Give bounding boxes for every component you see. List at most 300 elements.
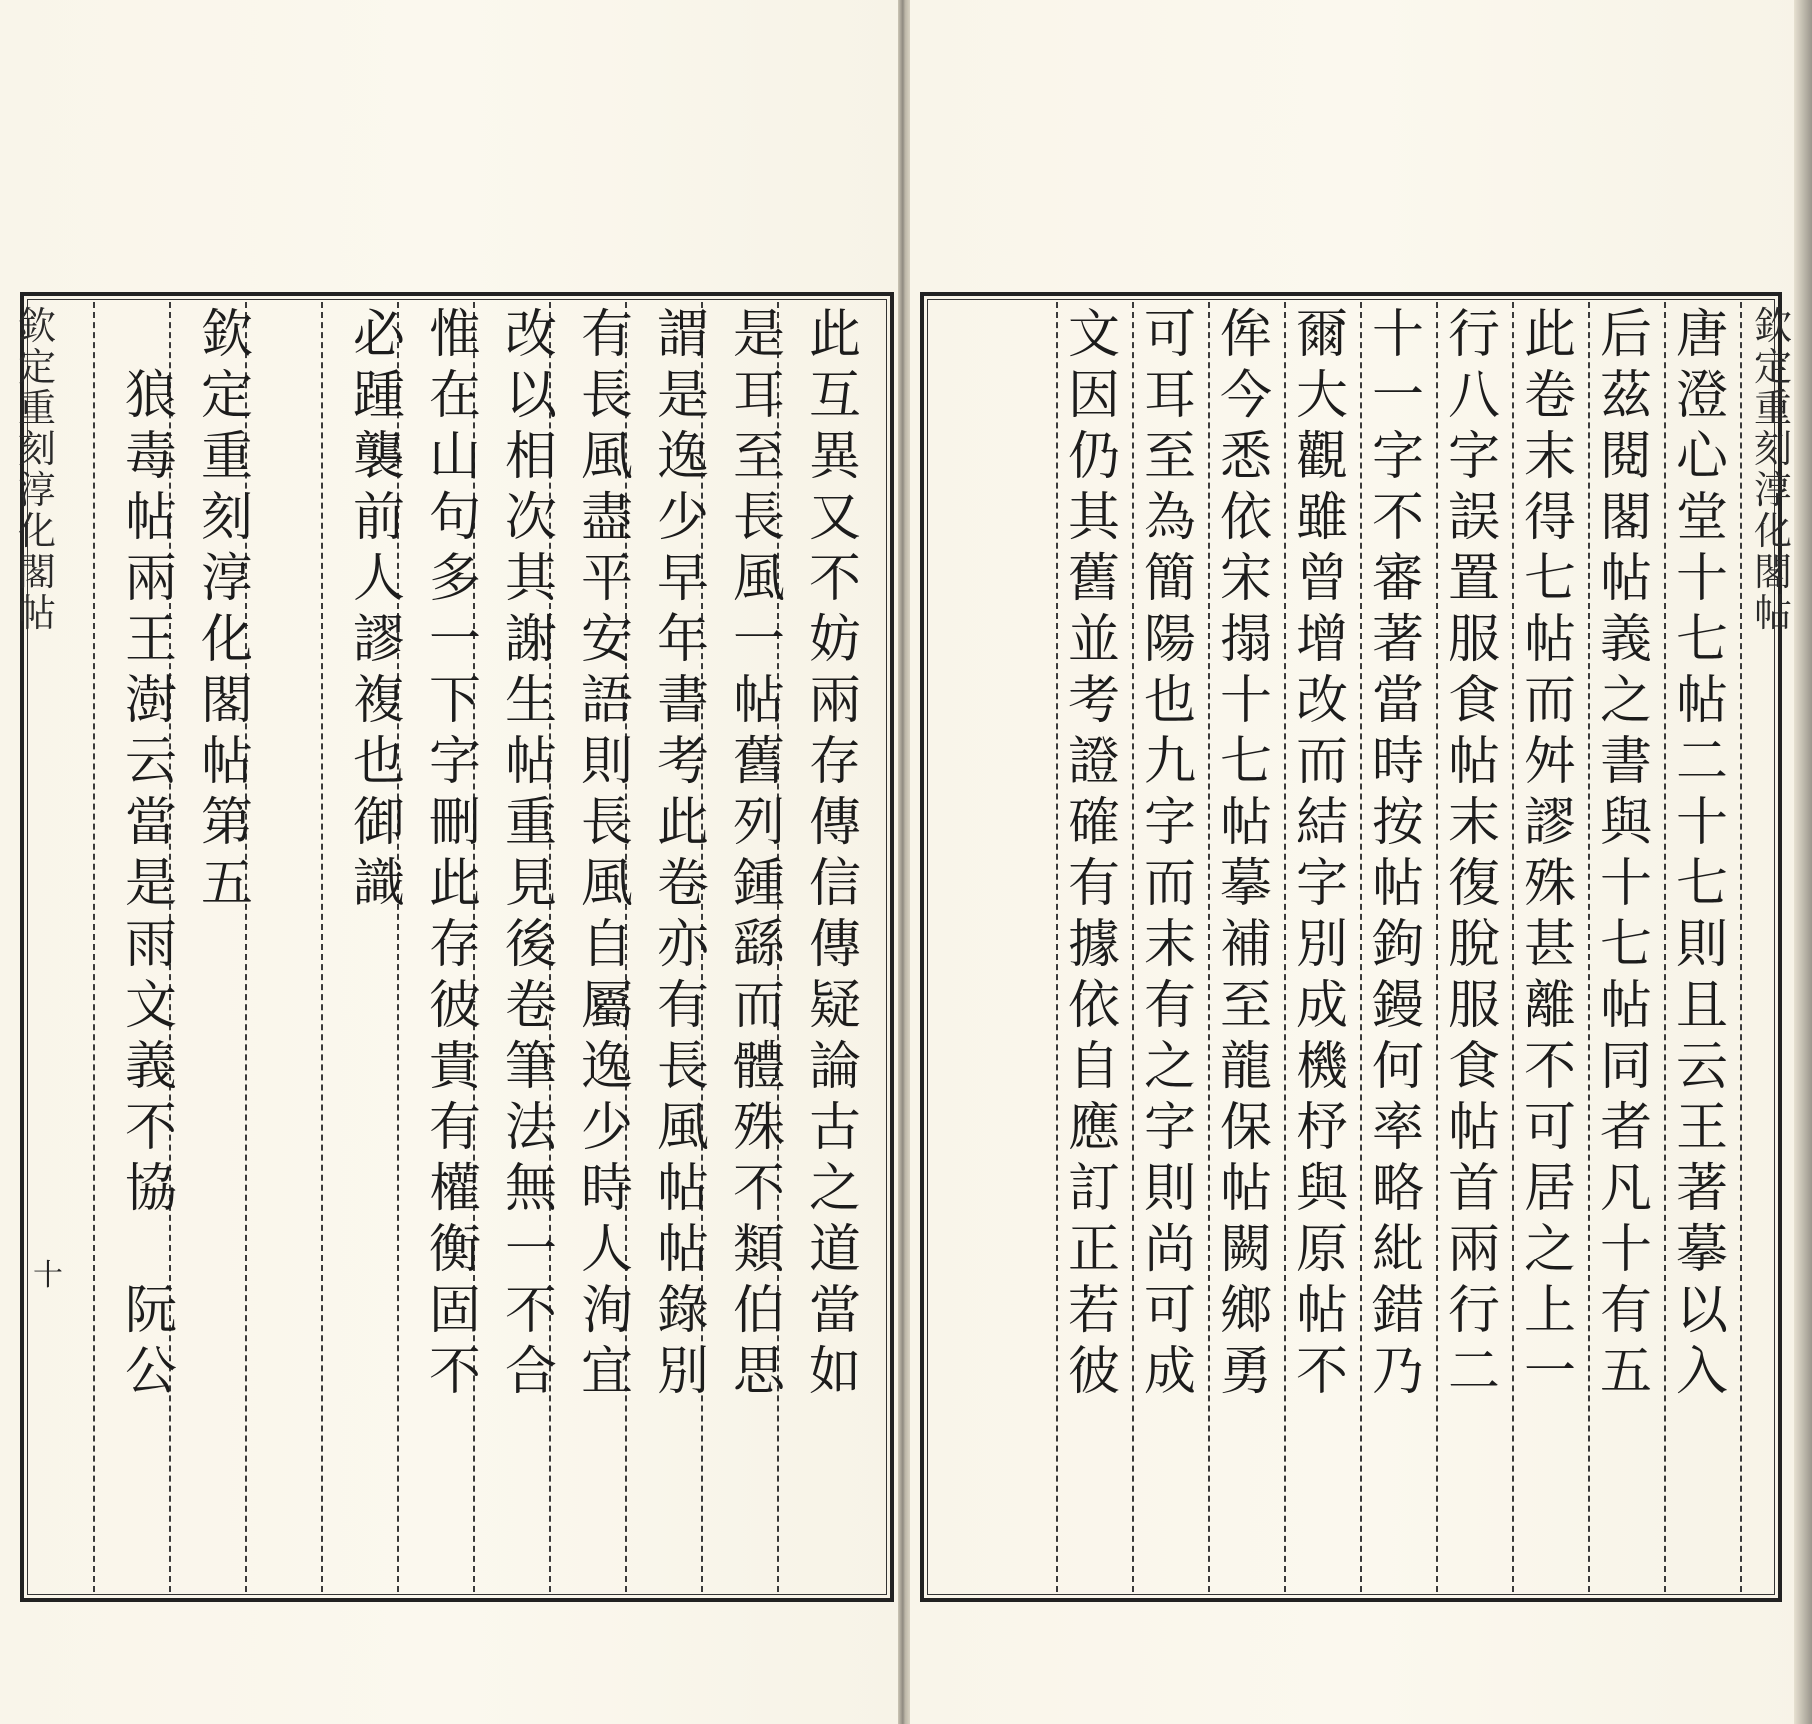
- glyph: 復: [1447, 854, 1500, 914]
- glyph: 書: [656, 671, 709, 731]
- glyph: 居: [1523, 1159, 1576, 1219]
- glyph: 舛: [1523, 732, 1576, 792]
- glyph: 亦: [656, 915, 709, 975]
- glyph: 定: [17, 345, 56, 389]
- glyph: 七: [1523, 549, 1576, 609]
- glyph: 淳: [200, 549, 253, 609]
- left-margin-title: [16, 306, 58, 634]
- glyph: 澄: [1675, 366, 1728, 426]
- glyph: 鉤: [1371, 915, 1424, 975]
- glyph: 閣: [200, 671, 253, 731]
- glyph: 爾: [1295, 305, 1348, 365]
- glyph: 摹: [1675, 1220, 1728, 1280]
- glyph: 依: [1219, 488, 1272, 548]
- glyph: 考: [1067, 671, 1120, 731]
- text-column: [1292, 305, 1352, 1403]
- glyph: 筆: [504, 1037, 557, 1097]
- glyph: 心: [1675, 427, 1728, 487]
- glyph: 其: [504, 549, 557, 609]
- glyph: 確: [1067, 793, 1120, 853]
- glyph: 堂: [1675, 488, 1728, 548]
- glyph: 少: [580, 1098, 633, 1158]
- glyph: 下: [428, 671, 481, 731]
- glyph: 風: [732, 549, 785, 609]
- glyph: 帖: [17, 591, 56, 635]
- right-margin-title: [1752, 306, 1794, 634]
- glyph: 字: [1295, 854, 1348, 914]
- column-rule: [1436, 302, 1438, 1592]
- glyph: 九: [1143, 732, 1196, 792]
- column-rule: [1208, 302, 1210, 1592]
- glyph: 按: [1371, 793, 1424, 853]
- glyph: 搨: [1219, 610, 1272, 670]
- text-column: [653, 305, 713, 1403]
- glyph: 十: [1599, 1220, 1652, 1280]
- glyph: 定: [1753, 345, 1792, 389]
- glyph: 云: [1675, 1037, 1728, 1097]
- book-gutter: [898, 0, 910, 1724]
- glyph: 與: [1599, 793, 1652, 853]
- glyph: 刻: [1753, 427, 1792, 471]
- glyph: 安: [580, 610, 633, 670]
- glyph: 不: [732, 1159, 785, 1219]
- glyph: 八: [1447, 366, 1500, 426]
- glyph: 成: [1143, 1342, 1196, 1402]
- glyph: 人: [580, 1220, 633, 1280]
- glyph: 刻: [17, 427, 56, 471]
- glyph: 考: [656, 732, 709, 792]
- glyph: 服: [1447, 610, 1500, 670]
- glyph: 此: [428, 854, 481, 914]
- column-rule: [1284, 302, 1286, 1592]
- glyph: 正: [1067, 1220, 1120, 1280]
- glyph: 阮: [124, 1281, 177, 1341]
- glyph: 書: [1599, 732, 1652, 792]
- glyph: 十: [1675, 793, 1728, 853]
- glyph: 率: [1371, 1098, 1424, 1158]
- glyph: 帖: [1447, 1098, 1500, 1158]
- glyph: 紕: [1371, 1220, 1424, 1280]
- glyph: 長: [580, 366, 633, 426]
- glyph: 當: [808, 1281, 861, 1341]
- glyph: 曾: [1295, 549, 1348, 609]
- glyph: 十: [1219, 671, 1272, 731]
- glyph: 應: [1067, 1098, 1120, 1158]
- glyph: 後: [504, 915, 557, 975]
- glyph: 傳: [808, 793, 861, 853]
- glyph: 類: [732, 1220, 785, 1280]
- glyph: 欽: [1753, 304, 1792, 348]
- glyph: 毒: [124, 427, 177, 487]
- glyph: 當: [124, 793, 177, 853]
- glyph: 食: [1447, 671, 1500, 731]
- glyph: 七: [1675, 610, 1728, 670]
- glyph: 權: [428, 1159, 481, 1219]
- glyph: 字: [1447, 427, 1500, 487]
- text-column: [729, 305, 789, 1403]
- glyph: 字: [428, 732, 481, 792]
- glyph: 茲: [1599, 366, 1652, 426]
- glyph: 則: [580, 732, 633, 792]
- glyph: 古: [808, 1098, 861, 1158]
- page-edge: [1794, 0, 1812, 1724]
- glyph: 帖: [1295, 1281, 1348, 1341]
- glyph: 錄: [656, 1281, 709, 1341]
- glyph: 二: [1447, 1342, 1500, 1402]
- column-rule: [93, 302, 95, 1592]
- glyph: 王: [124, 610, 177, 670]
- glyph: 十: [1371, 305, 1424, 365]
- glyph: 末: [1447, 793, 1500, 853]
- glyph: 可: [1143, 305, 1196, 365]
- glyph: 五: [1599, 1342, 1652, 1402]
- text-column: [1520, 305, 1580, 1403]
- glyph: 摹: [1219, 854, 1272, 914]
- glyph: 脫: [1447, 915, 1500, 975]
- glyph: 兩: [1447, 1220, 1500, 1280]
- glyph: 雨: [124, 915, 177, 975]
- glyph: 前: [352, 488, 405, 548]
- glyph: 此: [808, 305, 861, 365]
- glyph: 悉: [1219, 427, 1272, 487]
- glyph: 刻: [200, 488, 253, 548]
- glyph: 末: [1143, 915, 1196, 975]
- glyph: 帖: [200, 732, 253, 792]
- glyph: 一: [1523, 1342, 1576, 1402]
- glyph: 風: [656, 1098, 709, 1158]
- glyph: 凡: [1599, 1159, 1652, 1219]
- glyph: 貴: [428, 1037, 481, 1097]
- glyph: 句: [428, 488, 481, 548]
- glyph: 文: [1067, 305, 1120, 365]
- glyph: 是: [732, 305, 785, 365]
- glyph: 杼: [1295, 1098, 1348, 1158]
- glyph: 其: [1067, 488, 1120, 548]
- glyph: 十: [1675, 549, 1728, 609]
- text-column: [577, 305, 637, 1403]
- glyph: 帖: [1599, 976, 1652, 1036]
- glyph: 五: [200, 854, 253, 914]
- glyph: 重: [17, 386, 56, 430]
- glyph: 帖: [656, 1220, 709, 1280]
- glyph: 澍: [124, 671, 177, 731]
- glyph: 帖: [1219, 1159, 1272, 1219]
- glyph: 之: [808, 1159, 861, 1219]
- glyph: 至: [732, 427, 785, 487]
- glyph: 結: [1295, 793, 1348, 853]
- glyph: 語: [580, 671, 633, 731]
- glyph: 是: [124, 854, 177, 914]
- glyph: 據: [1067, 915, 1120, 975]
- glyph: 必: [352, 305, 405, 365]
- glyph: 與: [1295, 1159, 1348, 1219]
- glyph: 謬: [1523, 793, 1576, 853]
- left-folio: 十: [33, 1258, 63, 1293]
- glyph: 伯: [732, 1281, 785, 1341]
- glyph: 至: [1143, 427, 1196, 487]
- glyph: 宋: [1219, 549, 1272, 609]
- glyph: 山: [428, 427, 481, 487]
- glyph: 逸: [580, 1037, 633, 1097]
- glyph: 帖: [1523, 610, 1576, 670]
- column-rule: [1056, 302, 1058, 1592]
- glyph: 不: [124, 1098, 177, 1158]
- glyph: 自: [1067, 1037, 1120, 1097]
- glyph: 字: [1143, 793, 1196, 853]
- glyph: 化: [17, 509, 56, 553]
- glyph: 淳: [17, 468, 56, 512]
- glyph: 訂: [1067, 1159, 1120, 1219]
- glyph: 相: [504, 427, 557, 487]
- glyph: 義: [1599, 610, 1652, 670]
- glyph: 公: [124, 1342, 177, 1402]
- glyph: 並: [1067, 610, 1120, 670]
- glyph: 舊: [732, 732, 785, 792]
- glyph: 則: [1675, 915, 1728, 975]
- glyph: 定: [200, 366, 253, 426]
- glyph: 長: [732, 488, 785, 548]
- column-rule: [1664, 302, 1666, 1592]
- glyph: 時: [580, 1159, 633, 1219]
- text-column: [121, 366, 181, 1403]
- glyph: 惟: [428, 305, 481, 365]
- glyph: 閱: [1599, 427, 1652, 487]
- glyph: 食: [1447, 1037, 1500, 1097]
- glyph: 末: [1523, 427, 1576, 487]
- glyph: 乃: [1371, 1342, 1424, 1402]
- glyph: 長: [580, 793, 633, 853]
- glyph: 疑: [808, 976, 861, 1036]
- glyph: 文: [124, 976, 177, 1036]
- glyph: 置: [1447, 549, 1500, 609]
- glyph: 閣: [17, 550, 56, 594]
- glyph: 閣: [1599, 488, 1652, 548]
- glyph: 洵: [580, 1281, 633, 1341]
- glyph: 鏝: [1371, 976, 1424, 1036]
- glyph: 卷: [1523, 366, 1576, 426]
- glyph: 閣: [1753, 550, 1792, 594]
- glyph: 固: [428, 1281, 481, 1341]
- glyph: 不: [504, 1281, 557, 1341]
- glyph: 此: [656, 793, 709, 853]
- glyph: 在: [428, 366, 481, 426]
- glyph: 勇: [1219, 1342, 1272, 1402]
- column-rule: [1740, 302, 1742, 1592]
- text-column: [1444, 305, 1504, 1403]
- glyph: 列: [732, 793, 785, 853]
- glyph: 之: [1523, 1220, 1576, 1280]
- glyph: 法: [504, 1098, 557, 1158]
- glyph: 成: [1295, 976, 1348, 1036]
- glyph: 帖: [1753, 591, 1792, 635]
- glyph: 少: [656, 488, 709, 548]
- glyph: 殊: [1523, 854, 1576, 914]
- glyph: 協: [124, 1159, 177, 1219]
- text-column: [805, 305, 865, 1403]
- glyph: 體: [732, 1037, 785, 1097]
- glyph: 有: [1599, 1281, 1652, 1341]
- glyph: 為: [1143, 488, 1196, 548]
- glyph: 見: [504, 854, 557, 914]
- glyph: 七: [1599, 915, 1652, 975]
- glyph: 鄉: [1219, 1281, 1272, 1341]
- glyph: 妨: [808, 610, 861, 670]
- glyph: 改: [504, 305, 557, 365]
- glyph: 無: [504, 1159, 557, 1219]
- glyph: 有: [580, 305, 633, 365]
- glyph: 云: [124, 732, 177, 792]
- column-rule: [1360, 302, 1362, 1592]
- glyph: 自: [580, 915, 633, 975]
- glyph: 尚: [1143, 1220, 1196, 1280]
- glyph: 而: [1295, 732, 1348, 792]
- glyph: 傳: [808, 915, 861, 975]
- glyph: 錯: [1371, 1281, 1424, 1341]
- glyph: 入: [1675, 1342, 1728, 1402]
- glyph: 一: [428, 610, 481, 670]
- glyph: 行: [1447, 305, 1500, 365]
- glyph: 保: [1219, 1098, 1272, 1158]
- glyph: 者: [1599, 1098, 1652, 1158]
- glyph: 重: [200, 427, 253, 487]
- column-rule: [1132, 302, 1134, 1592]
- glyph: 刪: [428, 793, 481, 853]
- section-heading: [197, 305, 257, 915]
- glyph: 合: [504, 1342, 557, 1402]
- glyph: 是: [656, 366, 709, 426]
- glyph: 欽: [200, 305, 253, 365]
- glyph: 第: [200, 793, 253, 853]
- glyph: 有: [1067, 854, 1120, 914]
- glyph: 識: [352, 854, 405, 914]
- glyph: 略: [1371, 1159, 1424, 1219]
- text-column: [1216, 305, 1276, 1403]
- glyph: 不: [1523, 1037, 1576, 1097]
- glyph: 帖: [1675, 671, 1728, 731]
- glyph: 而: [1143, 854, 1196, 914]
- glyph: 帖: [124, 488, 177, 548]
- glyph: 甚: [1523, 915, 1576, 975]
- glyph: 補: [1219, 915, 1272, 975]
- glyph: 踵: [352, 366, 405, 426]
- glyph: 字: [1143, 1098, 1196, 1158]
- glyph: 增: [1295, 610, 1348, 670]
- glyph: 論: [808, 1037, 861, 1097]
- glyph: 帖: [656, 1159, 709, 1219]
- glyph: 異: [808, 427, 861, 487]
- glyph: 風: [580, 854, 633, 914]
- glyph: 一: [732, 610, 785, 670]
- glyph: 時: [1371, 732, 1424, 792]
- glyph: 狼: [124, 366, 177, 426]
- glyph: 別: [656, 1342, 709, 1402]
- glyph: 而: [1523, 671, 1576, 731]
- glyph: 審: [1371, 549, 1424, 609]
- column-rule: [321, 302, 323, 1592]
- text-column: [1140, 305, 1200, 1403]
- glyph: 當: [1371, 671, 1424, 731]
- glyph: 不: [1295, 1342, 1348, 1402]
- glyph: 衡: [428, 1220, 481, 1280]
- glyph: 多: [428, 549, 481, 609]
- glyph: 道: [808, 1220, 861, 1280]
- glyph: 機: [1295, 1037, 1348, 1097]
- glyph: 欽: [17, 304, 56, 348]
- glyph: 謝: [504, 610, 557, 670]
- glyph: 若: [1067, 1281, 1120, 1341]
- glyph: 思: [732, 1342, 785, 1402]
- glyph: 闕: [1219, 1220, 1272, 1280]
- column-rule: [1512, 302, 1514, 1592]
- glyph: 信: [808, 854, 861, 914]
- glyph: 此: [1523, 305, 1576, 365]
- glyph: 別: [1295, 915, 1348, 975]
- glyph: 重: [1753, 386, 1792, 430]
- glyph: 耳: [1143, 366, 1196, 426]
- glyph: 早: [656, 549, 709, 609]
- glyph: 一: [504, 1220, 557, 1280]
- glyph: 后: [1599, 305, 1652, 365]
- glyph: 謬: [352, 610, 405, 670]
- glyph: 誤: [1447, 488, 1500, 548]
- glyph: 之: [1143, 1037, 1196, 1097]
- glyph: 因: [1067, 366, 1120, 426]
- glyph: 雖: [1295, 488, 1348, 548]
- glyph: 且: [1675, 976, 1728, 1036]
- glyph: 兩: [124, 549, 177, 609]
- glyph: 複: [352, 671, 405, 731]
- glyph: 帖: [732, 671, 785, 731]
- glyph: 鍾: [732, 854, 785, 914]
- glyph: 今: [1219, 366, 1272, 426]
- glyph: 帖: [1447, 732, 1500, 792]
- glyph: 有: [428, 1098, 481, 1158]
- glyph: 帖: [1219, 793, 1272, 853]
- column-rule: [1588, 302, 1590, 1592]
- glyph: 兩: [808, 671, 861, 731]
- glyph: 盡: [580, 488, 633, 548]
- glyph: 大: [1295, 366, 1348, 426]
- glyph: 不: [808, 549, 861, 609]
- glyph: 次: [504, 488, 557, 548]
- glyph: 可: [1143, 1281, 1196, 1341]
- text-column: [501, 305, 561, 1403]
- glyph: 存: [428, 915, 481, 975]
- glyph: 長: [656, 1037, 709, 1097]
- glyph: 以: [1675, 1281, 1728, 1341]
- glyph: 不: [1371, 488, 1424, 548]
- glyph: 侔: [1219, 305, 1272, 365]
- glyph: 有: [656, 976, 709, 1036]
- glyph: 耳: [732, 366, 785, 426]
- glyph: 則: [1143, 1159, 1196, 1219]
- glyph: 一: [1371, 366, 1424, 426]
- glyph: 證: [1067, 732, 1120, 792]
- glyph: 如: [808, 1342, 861, 1402]
- glyph: 風: [580, 427, 633, 487]
- glyph: 依: [1067, 976, 1120, 1036]
- glyph: 存: [808, 732, 861, 792]
- glyph: 龍: [1219, 1037, 1272, 1097]
- glyph: 著: [1371, 610, 1424, 670]
- glyph: 原: [1295, 1220, 1348, 1280]
- glyph: 以: [504, 366, 557, 426]
- glyph: 彼: [1067, 1342, 1120, 1402]
- glyph: 王: [1675, 1098, 1728, 1158]
- glyph: 同: [1599, 1037, 1652, 1097]
- glyph: 也: [352, 732, 405, 792]
- glyph: 有: [1143, 976, 1196, 1036]
